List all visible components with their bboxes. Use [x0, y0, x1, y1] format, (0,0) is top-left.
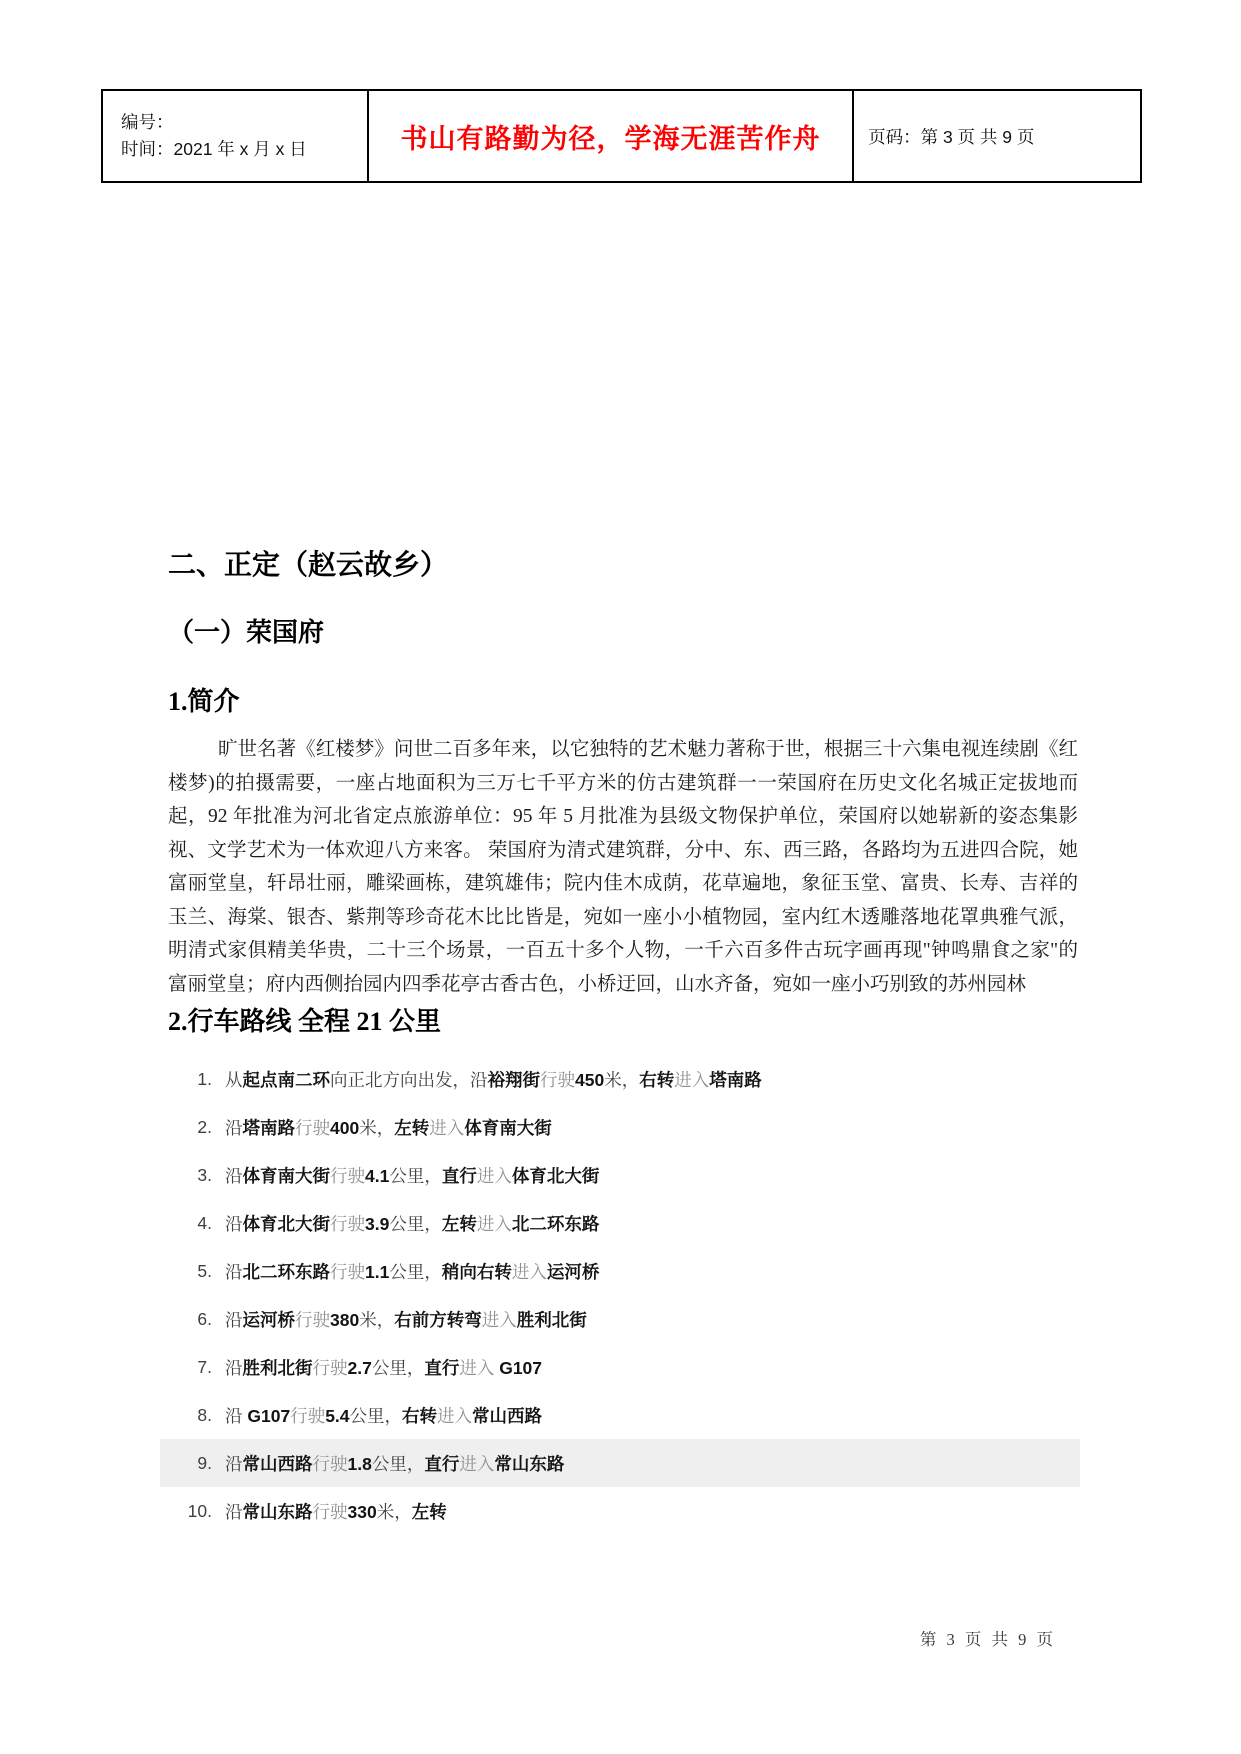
route-step-segment: 3.9: [365, 1213, 390, 1234]
route-step-segment: 330: [347, 1501, 377, 1522]
route-step: [160, 1343, 1080, 1391]
route-step-segment: 400: [330, 1117, 360, 1138]
route-step: [160, 1199, 1080, 1247]
route-step-text: [225, 1499, 447, 1524]
route-step-segment: 行驶: [312, 1501, 348, 1522]
route-step-segment: 进入: [511, 1261, 547, 1282]
route-step-text: [225, 1259, 599, 1284]
route-step-number: 3.: [197, 1164, 212, 1185]
route-step-segment: 行驶: [295, 1309, 330, 1330]
route-step-segment: 起点南二环: [242, 1069, 330, 1090]
route-step: [160, 1247, 1080, 1295]
route-step-segment: 进入: [429, 1117, 465, 1138]
header-page-label: 页码：第 3 页 共 9 页: [868, 126, 1035, 147]
route-step-segment: G107: [499, 1357, 543, 1378]
route-step-segment: 直行: [424, 1453, 460, 1474]
route-step: [160, 1295, 1080, 1343]
route-step: [160, 1391, 1080, 1439]
route-step-segment: 运河桥: [242, 1309, 295, 1330]
route-step-segment: 北二环东路: [242, 1261, 330, 1282]
route-step-segment: 体育北大街: [242, 1213, 330, 1234]
route-step-number: 1.: [197, 1068, 212, 1089]
route-step-segment: 5.4: [325, 1405, 350, 1426]
route-step-number: 10.: [187, 1500, 212, 1521]
route-step: [160, 1103, 1080, 1151]
route-step-segment: 行驶: [312, 1357, 348, 1378]
route-step: [160, 1055, 1080, 1103]
route-step-segment: 行驶: [330, 1261, 365, 1282]
route-step-segment: 公里，: [389, 1165, 442, 1186]
route-step-segment: 左转: [394, 1117, 430, 1138]
route-step-segment: 米，: [359, 1117, 395, 1138]
route-step-segment: 公里，: [349, 1405, 403, 1426]
route-step-text: [225, 1451, 564, 1476]
page-footer: 第 3 页 共 9 页: [919, 1630, 1056, 1649]
route-step-segment: 常山西路: [472, 1405, 543, 1426]
route-step-segment: 胜利北街: [516, 1309, 587, 1330]
route-step-segment: 左转: [441, 1213, 477, 1234]
intro-heading: 1.简介: [168, 687, 240, 716]
header-cell-meta: [103, 91, 369, 181]
route-step-segment: 进入: [481, 1309, 517, 1330]
route-step-text: [225, 1307, 587, 1332]
route-step-segment: 胜利北街: [242, 1357, 313, 1378]
route-step-segment: 体育南大街: [242, 1165, 330, 1186]
route-step: [160, 1151, 1080, 1199]
route-step-number: 7.: [197, 1356, 212, 1377]
header-number-label: 编号：: [121, 112, 174, 132]
route-step-segment: 行驶: [312, 1453, 348, 1474]
route-step-segment: 沿: [225, 1405, 248, 1426]
route-step-segment: 1.8: [347, 1453, 372, 1474]
route-step-segment: 米，: [359, 1309, 395, 1330]
route-step-segment: 右转: [402, 1405, 438, 1426]
route-step-number: 9.: [197, 1452, 212, 1473]
route-step-segment: 沿: [225, 1501, 243, 1522]
route-step-segment: 体育南大街: [464, 1117, 552, 1138]
route-step-segment: 沿: [225, 1453, 243, 1474]
route-step-segment: 进入: [459, 1357, 500, 1378]
route-step-segment: 稍向右转: [441, 1261, 512, 1282]
route-step: [160, 1439, 1080, 1487]
route-step-segment: 1.1: [365, 1261, 390, 1282]
route-step-segment: 塔南路: [709, 1069, 762, 1090]
route-step-text: [225, 1163, 599, 1188]
route-step-segment: 米，: [604, 1069, 640, 1090]
route-step-segment: 行驶: [540, 1069, 575, 1090]
subsection-title: （一）荣国府: [168, 618, 325, 647]
route-step-segment: 运河桥: [546, 1261, 600, 1282]
route-heading: 2.行车路线 全程 21 公里: [168, 1007, 442, 1036]
route-step-segment: 左转: [411, 1501, 447, 1522]
route-step-segment: 沿: [225, 1357, 243, 1378]
route-step-number: 2.: [197, 1116, 212, 1137]
route-step-segment: 公里，: [371, 1357, 425, 1378]
route-step-segment: 常山东路: [242, 1501, 313, 1522]
route-step-number: 8.: [197, 1404, 212, 1425]
route-step-segment: 体育北大街: [511, 1165, 600, 1186]
route-step-text: [225, 1355, 542, 1380]
route-step-segment: 公里，: [389, 1213, 442, 1234]
route-step-number: 6.: [197, 1308, 212, 1329]
route-step-segment: 右转: [639, 1069, 675, 1090]
route-step-segment: 裕翔街: [487, 1069, 540, 1090]
route-step-segment: 行驶: [330, 1165, 365, 1186]
route-step-text: [225, 1067, 762, 1092]
route-step-segment: 塔南路: [242, 1117, 295, 1138]
intro-paragraph: 旷世名著《红楼梦》问世二百多年来，以它独特的艺术魅力著称于世，根据三十六集电视连续剧《红楼梦)的拍摄需要，一座占地面积为三万七千平方米的仿古建筑群一一荣国府在历史文化名城正定拔地而起，92 年批准为河北省定点旅游单位：95 年 5 月批准为县级文物保护单位，荣国府以她崭新的姿态集影视、文学艺术为一体欢迎八方来客。 荣国府为清式建筑群，分中、东、西三路，各路均为五进四合院，她富丽堂皇，轩昂壮丽，雕梁画栋，建筑雄伟；院内佳木成荫，花草遍地，象征玉堂、富贵、长寿、吉祥的玉兰、海棠、银杏、紫荆等珍奇花木比比皆是，宛如一座小小植物园，室内红木透雕落地花罩典雅气派，明清式家俱精美华贵，二十三个场景，一百五十多个人物，一千六百多件古玩字画再现"钟鸣鼎食之家"的富丽堂皇；府内西侧抬园内四季花亭古香古色，小桥迂回，山水齐备，宛如一座小巧别致的苏州园林: [168, 739, 1078, 995]
route-step: [160, 1487, 1080, 1535]
section-title: 二、正定（赵云故乡）: [168, 550, 449, 581]
route-step-segment: 直行: [441, 1165, 477, 1186]
route-step-segment: 右前方转弯: [394, 1309, 482, 1330]
route-step-segment: 米，: [376, 1501, 412, 1522]
route-step-number: 5.: [197, 1260, 212, 1281]
route-step-segment: 沿: [225, 1213, 243, 1234]
header-slogan: 书山有路勤为径，学海无涯苦作舟: [400, 123, 821, 154]
route-step-segment: 进入: [459, 1453, 495, 1474]
header-time-label: 时间：2021 年 x 月 x 日: [121, 139, 307, 159]
route-step-segment: 直行: [424, 1357, 460, 1378]
route-step-text: [225, 1403, 542, 1428]
header-table: [101, 89, 1142, 183]
route-step-segment: 向正北方向出发，沿: [330, 1069, 488, 1090]
route-step-segment: 沿: [225, 1165, 243, 1186]
route-step-segment: 沿: [225, 1309, 243, 1330]
route-step-segment: 4.1: [365, 1165, 390, 1186]
route-step-segment: G107: [247, 1405, 291, 1426]
route-step-text: [225, 1115, 552, 1140]
route-step-segment: 450: [575, 1069, 605, 1090]
route-step-segment: 常山西路: [242, 1453, 313, 1474]
header-cell-page: [854, 91, 1140, 181]
route-step-segment: 进入: [674, 1069, 710, 1090]
route-step-segment: 沿: [225, 1261, 243, 1282]
route-list: [160, 1055, 1080, 1535]
document-body: [160, 548, 1080, 1535]
route-step-segment: 沿: [225, 1117, 243, 1138]
route-step-segment: 进入: [437, 1405, 473, 1426]
route-step-segment: 常山东路: [494, 1453, 565, 1474]
route-step-segment: 从: [225, 1069, 243, 1090]
route-step-segment: 行驶: [295, 1117, 330, 1138]
route-step-segment: 进入: [476, 1213, 512, 1234]
route-step-segment: 行驶: [290, 1405, 326, 1426]
route-step-segment: 公里，: [389, 1261, 442, 1282]
route-step-segment: 380: [330, 1309, 360, 1330]
route-step-text: [225, 1211, 599, 1236]
route-step-segment: 公里，: [371, 1453, 425, 1474]
route-step-segment: 进入: [476, 1165, 512, 1186]
route-step-segment: 北二环东路: [511, 1213, 600, 1234]
route-step-segment: 2.7: [347, 1357, 372, 1378]
route-step-number: 4.: [197, 1212, 212, 1233]
route-step-segment: 行驶: [330, 1213, 365, 1234]
header-cell-slogan: [369, 91, 854, 181]
